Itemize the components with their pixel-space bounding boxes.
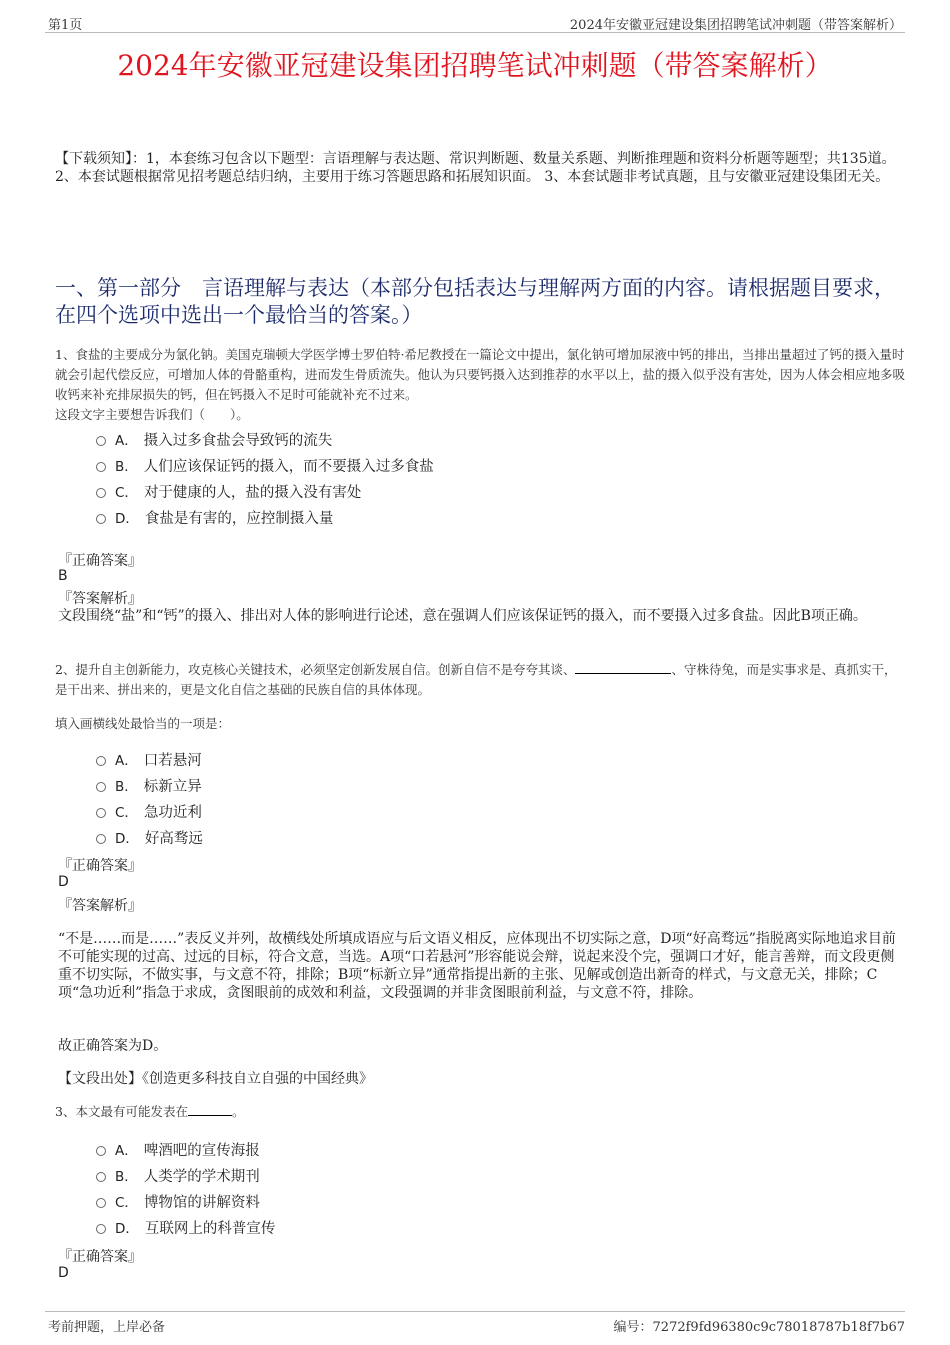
q1-analysis: 文段围绕“盐”和“钙”的摄入、排出对人体的影响进行论述，意在强调人们应该保证钙的摄入，而不要摄入过多食盐。因此B项正确。	[58, 608, 867, 624]
q3-option-b[interactable]: B． 人类学的学术期刊	[96, 1164, 260, 1186]
q3-answer: D	[58, 1265, 69, 1281]
radio-icon[interactable]	[96, 1172, 106, 1182]
fill-blank	[575, 661, 671, 674]
header-divider	[45, 32, 905, 33]
q1-answer-label: 『正确答案』	[58, 553, 142, 569]
fill-blank	[188, 1103, 232, 1116]
footer-divider	[45, 1311, 905, 1312]
q2-option-c[interactable]: C． 急功近利	[96, 800, 202, 822]
q2-option-a[interactable]: A． 口若悬河	[96, 748, 202, 770]
footer-slogan: 考前押题，上岸必备	[48, 1320, 166, 1335]
download-notice: 【下载须知】：1，本套练习包含以下题型：言语理解与表达题、常识判断题、数量关系题、判断推理题和资料分析题等题型；共135道。 2、本套试题根据常见招考题总结归纳，主要用于练习答题思路和拓展知识面。 3、本套试题非考试真题，且与安徽亚冠建设集团无关。	[55, 151, 896, 185]
document-title: 2024年安徽亚冠建设集团招聘笔试冲刺题（带答案解析）	[117, 49, 833, 82]
q3-option-a[interactable]: A． 啤酒吧的宣传海报	[96, 1138, 260, 1160]
radio-icon[interactable]	[96, 756, 106, 766]
q2-analysis-label: 『答案解析』	[58, 898, 142, 914]
radio-icon[interactable]	[96, 808, 106, 818]
q2-source: 【文段出处】《创造更多科技自立自强的中国经典》	[58, 1071, 373, 1087]
radio-icon[interactable]	[96, 436, 106, 446]
question-3-stem: 3、本文最有可能发表在 。	[55, 1104, 245, 1119]
radio-icon[interactable]	[96, 514, 106, 524]
radio-icon[interactable]	[96, 1224, 106, 1234]
q1-answer: B	[58, 568, 68, 584]
q2-analysis: “不是……而是……”表反义并列，故横线处所填成语应与后文语义相反，应体现出不切实际之意，D项“好高骛远”指脱离实际地追求目前不可能实现的过高、过远的目标，符合文意，当选。A项“口若悬河”形容能说会辩，说起来没个完，强调口才好，能言善辩，而文段更侧重不切实际，不做实事，与文意不符，排除；B项“标新立异”通常指提出新的主张、见解或创造出新奇的样式，与文意无关，排除；C项“急功近利”指急于求成，贪图眼前的成效和利益，文段强调的并非贪图眼前利益，与文意不符，排除。	[58, 931, 896, 1001]
q3-option-d[interactable]: D． 互联网上的科普宣传	[96, 1216, 275, 1238]
running-title: 2024年安徽亚冠建设集团招聘笔试冲刺题（带答案解析）	[569, 18, 902, 33]
question-2-stem: 2、提升自主创新能力，攻克核心关键技术，必须坚定创新发展自信。创新自信不是夸夸其谈、 、守株待兔，而是实事求是、真抓实干，是干出来、拼出来的，更是文化自信之基础的民族自信的具体体现。	[55, 662, 897, 697]
q2-conclusion: 故正确答案为D。	[58, 1038, 168, 1054]
radio-icon[interactable]	[96, 834, 106, 844]
q2-option-b[interactable]: B． 标新立异	[96, 774, 202, 796]
page-number: 第1页	[48, 18, 83, 33]
question-2-prompt: 填入画横线处最恰当的一项是：	[55, 716, 231, 731]
q2-answer: D	[58, 874, 69, 890]
radio-icon[interactable]	[96, 462, 106, 472]
q1-option-c[interactable]: C． 对于健康的人，盐的摄入没有害处	[96, 480, 361, 502]
q3-answer-label: 『正确答案』	[58, 1249, 142, 1265]
footer-serial: 编号：7272f9fd96380c9c78018787b18f7b67	[613, 1320, 905, 1335]
q1-option-d[interactable]: D． 食盐是有害的，应控制摄入量	[96, 506, 333, 528]
radio-icon[interactable]	[96, 1198, 106, 1208]
question-1-stem: 1、食盐的主要成分为氯化钠。美国克瑞顿大学医学博士罗伯特·希尼教授在一篇论文中提出，氯化钠可增加尿液中钙的排出，当排出量超过了钙的摄入量时就会引起代偿反应，可增加人体的骨骼重构，进而发生骨质流失。他认为只要钙摄入达到推荐的水平以上，盐的摄入似乎没有害处，因为人体会相应地多吸收钙来补充排尿损失的钙，但在钙摄入不足时可能就补充不过来。	[55, 347, 906, 402]
q3-option-c[interactable]: C． 博物馆的讲解资料	[96, 1190, 260, 1212]
q1-option-a[interactable]: A． 摄入过多食盐会导致钙的流失	[96, 428, 332, 450]
radio-icon[interactable]	[96, 782, 106, 792]
q1-analysis-label: 『答案解析』	[58, 591, 142, 607]
q2-option-d[interactable]: D． 好高骛远	[96, 826, 203, 848]
q1-option-b[interactable]: B． 人们应该保证钙的摄入，而不要摄入过多食盐	[96, 454, 434, 476]
radio-icon[interactable]	[96, 488, 106, 498]
radio-icon[interactable]	[96, 1146, 106, 1156]
q2-answer-label: 『正确答案』	[58, 858, 142, 874]
question-1-prompt: 这段文字主要想告诉我们（ ）。	[55, 407, 249, 422]
section-heading: 一、第一部分 言语理解与表达（本部分包括表达与理解两方面的内容。请根据题目要求，在四个选项中选出一个最恰当的答案。）	[55, 276, 895, 327]
